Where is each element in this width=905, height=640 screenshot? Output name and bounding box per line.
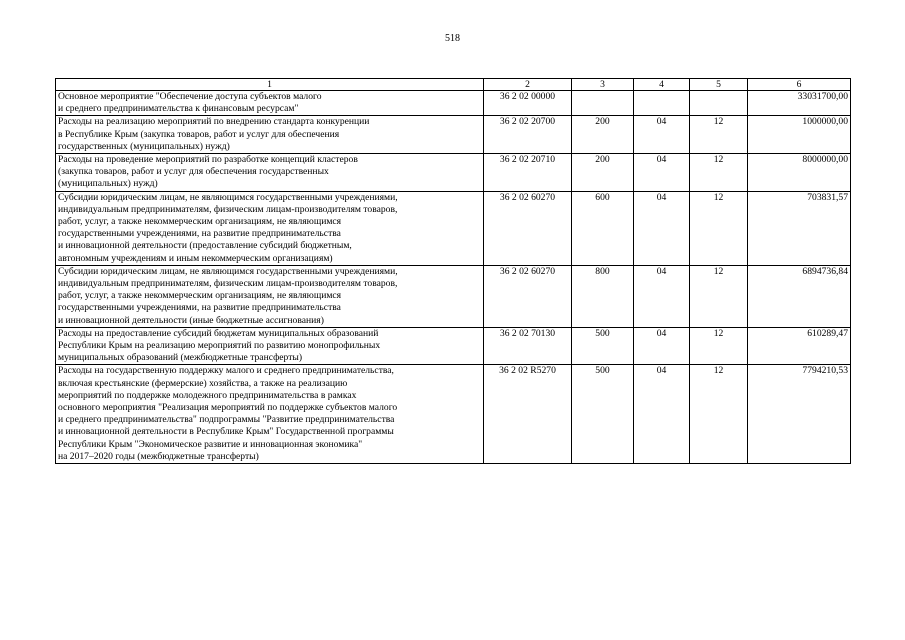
amount: 7794210,53 (748, 365, 851, 464)
description-line: Расходы на реализацию мероприятий по внедрению стандарта конкуренции (58, 116, 370, 128)
row-description (56, 191, 484, 265)
description-line: государственными учреждениями, на развитие предпринимательства (58, 302, 341, 314)
table-row (56, 365, 851, 464)
expense-type: 500 (572, 327, 634, 365)
description-line: мероприятий по поддержке молодежного предпринимательства в рамках (58, 389, 357, 401)
table-row (56, 116, 851, 154)
section: 04 (634, 265, 690, 327)
amount: 6894736,84 (748, 265, 851, 327)
row-description (56, 154, 484, 192)
description-line: и инновационной деятельности (предоставление субсидий бюджетным, (58, 240, 352, 252)
amount: 33031700,00 (748, 91, 851, 116)
description-line: Основное мероприятие "Обеспечение доступа субъектов малого (58, 91, 322, 102)
section: 04 (634, 327, 690, 365)
description-line: индивидуальным предпринимателям, физическим лицам-производителям товаров, (58, 278, 398, 290)
table-header-row (56, 79, 851, 91)
expense-type: 600 (572, 191, 634, 265)
subsection: 12 (690, 191, 748, 265)
description-line: Республики Крым "Экономическое развитие и инновационная экономика" (58, 438, 363, 450)
row-description (56, 116, 484, 154)
description-line: автономным учреждениям и иным некоммерческим организациям) (58, 252, 333, 264)
description-line: Субсидии юридическим лицам, не являющимся государственными учреждениями, (58, 191, 398, 203)
description-line: (муниципальных) нужд) (58, 178, 158, 190)
row-description (56, 91, 484, 116)
amount: 8000000,00 (748, 154, 851, 192)
subsection: 12 (690, 327, 748, 365)
page-number: 518 (445, 33, 460, 44)
description-line: на 2017–2020 годы (межбюджетные трансферты) (58, 450, 259, 462)
target-article-code: 36 2 02 60270 (484, 191, 572, 265)
section: 04 (634, 191, 690, 265)
description-line: и среднего предпринимательства к финансовым ресурсам" (58, 103, 299, 115)
description-line: Субсидии юридическим лицам, не являющимся государственными учреждениями, (58, 265, 398, 277)
expense-type: 800 (572, 265, 634, 327)
budget-table (55, 78, 851, 464)
description-line: Республики Крым на реализацию мероприятий по развитию монопрофильных (58, 340, 381, 352)
column-header: 5 (690, 79, 748, 91)
section: 04 (634, 154, 690, 192)
section: 04 (634, 365, 690, 464)
table-row (56, 154, 851, 192)
description-line: включая крестьянские (фермерские) хозяйства, а также на реализацию (58, 377, 348, 389)
subsection: 12 (690, 154, 748, 192)
column-header: 6 (748, 79, 851, 91)
column-header: 4 (634, 79, 690, 91)
target-article-code: 36 2 02 20710 (484, 154, 572, 192)
description-line: Расходы на проведение мероприятий по разработке концепций кластеров (58, 154, 358, 166)
table-row (56, 327, 851, 365)
expense-type: 200 (572, 154, 634, 192)
row-description (56, 365, 484, 464)
description-line: индивидуальным предпринимателям, физическим лицам-производителям товаров, (58, 203, 398, 215)
column-header: 3 (572, 79, 634, 91)
subsection: 12 (690, 265, 748, 327)
amount: 1000000,00 (748, 116, 851, 154)
column-header: 1 (56, 79, 484, 91)
description-line: основного мероприятия "Реализация мероприятий по поддержке субъектов малого (58, 402, 398, 414)
amount: 610289,47 (748, 327, 851, 365)
description-line: (закупка товаров, работ и услуг для обеспечения государственных (58, 166, 329, 178)
target-article-code: 36 2 02 R5270 (484, 365, 572, 464)
row-description (56, 265, 484, 327)
description-line: муниципальных образований (межбюджетные трансферты) (58, 352, 303, 364)
description-line: работ, услуг, а также некоммерческим организациям, не являющимся (58, 290, 342, 302)
target-article-code: 36 2 02 00000 (484, 91, 572, 116)
section: 04 (634, 116, 690, 154)
table-row (56, 91, 851, 116)
subsection: 12 (690, 116, 748, 154)
target-article-code: 36 2 02 60270 (484, 265, 572, 327)
subsection (690, 91, 748, 116)
description-line: работ, услуг, а также некоммерческим организациям, не являющимся (58, 216, 342, 228)
section (634, 91, 690, 116)
table-row (56, 265, 851, 327)
description-line: в Республике Крым (закупка товаров, работ и услуг для обеспечения (58, 128, 340, 140)
expense-type: 500 (572, 365, 634, 464)
expense-type: 200 (572, 116, 634, 154)
description-line: Расходы на предоставление субсидий бюджетам муниципальных образований (58, 327, 379, 339)
description-line: государственными учреждениями, на развитие предпринимательства (58, 228, 341, 240)
target-article-code: 36 2 02 20700 (484, 116, 572, 154)
table-row (56, 191, 851, 265)
amount: 703831,57 (748, 191, 851, 265)
description-line: государственных (муниципальных) нужд) (58, 140, 230, 152)
description-line: Расходы на государственную поддержку малого и среднего предпринимательства, (58, 365, 394, 377)
description-line: и среднего предпринимательства" подпрограммы "Развитие предпринимательства (58, 414, 395, 426)
expense-type (572, 91, 634, 116)
description-line: и инновационной деятельности в Республике Крым" Государственной программы (58, 426, 394, 438)
description-line: и инновационной деятельности (иные бюджетные ассигнования) (58, 314, 324, 326)
target-article-code: 36 2 02 70130 (484, 327, 572, 365)
column-header: 2 (484, 79, 572, 91)
subsection: 12 (690, 365, 748, 464)
row-description (56, 327, 484, 365)
